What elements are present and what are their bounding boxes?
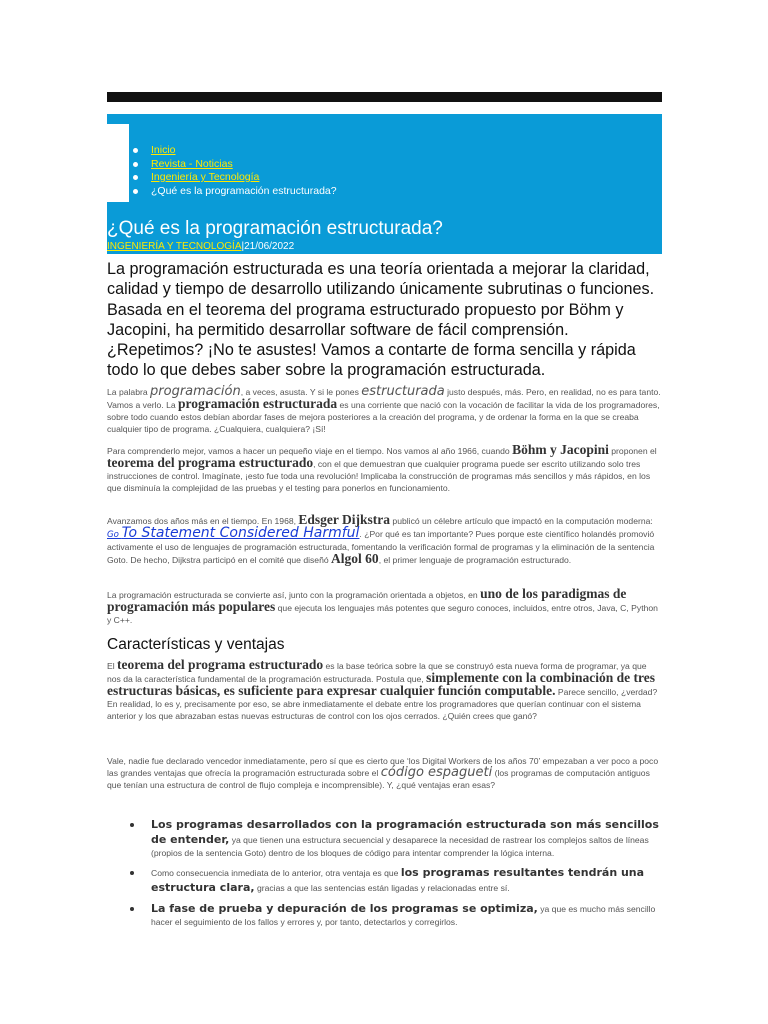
emphasis: programación <box>150 384 241 399</box>
highlight: Edsger Dijkstra <box>298 512 391 527</box>
paragraph-theorem <box>107 659 662 722</box>
text: es una corriente que nació con la vocación de facilitar la vida de los programadores, sobre todo cuando estos debían abordar fases de mejora posteriores a la creación del programa, y de ordenar la forma en la que se creaba cualquier tipo de programa. ¿Cualquiera, cualquiera? ¡Sí! <box>107 400 660 434</box>
highlight: simplemente con la combinación de tres estructuras básicas, es suficiente para expresar cualquier función computable. <box>107 670 655 698</box>
highlight: teorema del programa estructurado <box>117 657 324 672</box>
text: gracias a que las sentencias están ligadas y relacionadas entre sí. <box>254 883 510 893</box>
highlight: los programas resultantes tendrán una estructura clara, <box>151 866 645 894</box>
article-link[interactable] <box>107 525 360 541</box>
text: Parece sencillo, ¿verdad? En realidad, lo es y, precisamente por eso, se abre inmediatamente el debate entre los programadores que querían continuar con el sistema anterior y los que abrazaban estas nuevas estructuras de control con los ojos cerrados. ¿Quién crees que ganó? <box>107 687 658 721</box>
text: . ¿Por qué es tan importante? Pues porque este científico holandés promovió activamente el uso de lenguajes de programación estructurada, fomentando la verificación formal de programas y la eliminación de la sentencia Goto. De hecho, Dijkstra participó en el comité que diseñó <box>107 529 655 565</box>
highlight: La fase de prueba y depuración de los programas se optimiza, <box>151 902 538 915</box>
category-link[interactable]: INGENIERÍA Y TECNOLOGÍA <box>107 241 242 252</box>
highlight: Böhm y Jacopini <box>512 442 609 457</box>
breadcrumb-item <box>129 158 337 172</box>
meta-separator: | <box>241 241 245 252</box>
breadcrumb-category-link[interactable]: Ingeniería y Tecnología <box>151 171 260 183</box>
text: Avanzamos dos años más en el tiempo. En 1968, <box>107 516 299 526</box>
list-item <box>130 865 660 895</box>
highlight: programación estructurada <box>178 396 338 411</box>
breadcrumb-current: ¿Qué es la programación estructurada? <box>151 184 337 197</box>
article-header <box>107 114 662 254</box>
article-meta <box>107 241 294 252</box>
paragraph-history-1968 <box>107 514 662 566</box>
text: Vale, nadie fue declarado vencedor inmediatamente, pero sí que es cierto que ‘los Digital Workers de los años 70’ empezaban a ver poco a poco las grandes ventajas que ofrecía la programación estructurada sobre el <box>107 756 659 778</box>
top-bar <box>107 92 662 102</box>
paragraph-intro <box>107 386 662 435</box>
text: (los programas de computación antiguos que tenían una estructura de control de flujo compleja e incomprensible). Y, ¿qué ventajas eran esas? <box>107 768 650 790</box>
text: Como consecuencia inmediata de lo anterior, otra ventaja es que <box>151 868 401 878</box>
text: justo después, más. Pero, en realidad, no es para tanto. Vamos a verlo. La <box>107 387 661 410</box>
text: ya que tienen una estructura secuencial y desaparece la necesidad de rastrear los complejos saltos de líneas (propios de la sentencia Goto) dentro de los bloques de código para intentar comprender la lógica interna. <box>151 835 649 858</box>
text: , con el que demuestran que cualquier programa puede ser escrito utilizando solo tres instrucciones de control. Imagínate, ¡esto fue toda una revolución! Implicaba la construcción de programas más sencillos y más rápidos, en los que disminuía la complejidad de las pruebas y el testing para ponerlos en funcionamiento. <box>107 459 651 493</box>
breadcrumb-item <box>129 185 337 199</box>
breadcrumb-news-link[interactable]: Revista - Noticias <box>151 157 233 170</box>
breadcrumb-item <box>129 144 337 158</box>
list-item <box>130 817 660 859</box>
breadcrumb <box>129 144 337 198</box>
list-item <box>130 901 660 928</box>
article-date: 21/06/2022 <box>244 241 295 252</box>
highlight: Los programas desarrollados con la programación estructurada son más sencillos de entender, <box>151 818 659 846</box>
highlight: uno de los paradigmas de programación más populares <box>107 586 627 614</box>
text: , el primer lenguaje de programación estructurado. <box>378 555 572 565</box>
emphasis: estructurada <box>361 384 445 399</box>
text: es la base teórica sobre la que se construyó esta nueva forma de programar, ya que nos da la característica fundamental de la programación estructurada. Postula que, <box>107 661 647 684</box>
paragraph-paradigms <box>107 588 662 626</box>
advantages-list <box>130 817 660 934</box>
text: El <box>107 661 118 671</box>
text: ya que es mucho más sencillo hacer el seguimiento de los fallos y errores y, por tanto, detectarlos y corregirlos. <box>151 904 656 927</box>
text: , a veces, asusta. Y si le pones <box>240 387 362 397</box>
paragraph-history-1966 <box>107 444 662 494</box>
breadcrumb-item <box>129 171 337 185</box>
header-notch <box>107 124 129 202</box>
text: proponen el <box>608 446 657 456</box>
paragraph-advantages <box>107 755 662 791</box>
text: La programación estructurada se convierte así, junto con la programación orientada a objetos, en <box>107 590 481 600</box>
article-lead: La programación estructurada es una teoría orientada a mejorar la claridad, calidad y tiempo de desarrollo utilizando únicamente subrutinas o funciones. Basada en el teorema del programa estructurado propuesto por Böhm y Jacopini, ha permitido desarrollar software de fácil comprensión. ¿Repetimos? ¡No te asustes! Vamos a contarte de forma sencilla y rápida todo lo que debes saber sobre la programación estructurada. <box>107 260 655 380</box>
text: publicó un célebre artículo que impactó en la computación moderna: <box>390 516 653 526</box>
section-heading: Características y ventajas <box>107 636 285 653</box>
text: Para comprenderlo mejor, vamos a hacer un pequeño viaje en el tiempo. Nos vamos al año 1966, cuando <box>107 446 513 456</box>
page-title: ¿Qué es la programación estructurada? <box>107 218 443 239</box>
link-text: Go <box>107 530 122 540</box>
link-text: To Statement Considered Harmful <box>121 525 360 541</box>
text: La palabra <box>107 387 151 397</box>
highlight: Algol 60 <box>331 551 379 566</box>
emphasis: código espagueti <box>380 765 493 780</box>
text: que ejecuta los lenguajes más potentes que seguro conoces, incluidos, entre otros, Java, C, Python y C++. <box>107 603 658 625</box>
breadcrumb-home-link[interactable]: Inicio <box>151 144 176 156</box>
highlight: teorema del programa estructurado <box>107 455 314 470</box>
